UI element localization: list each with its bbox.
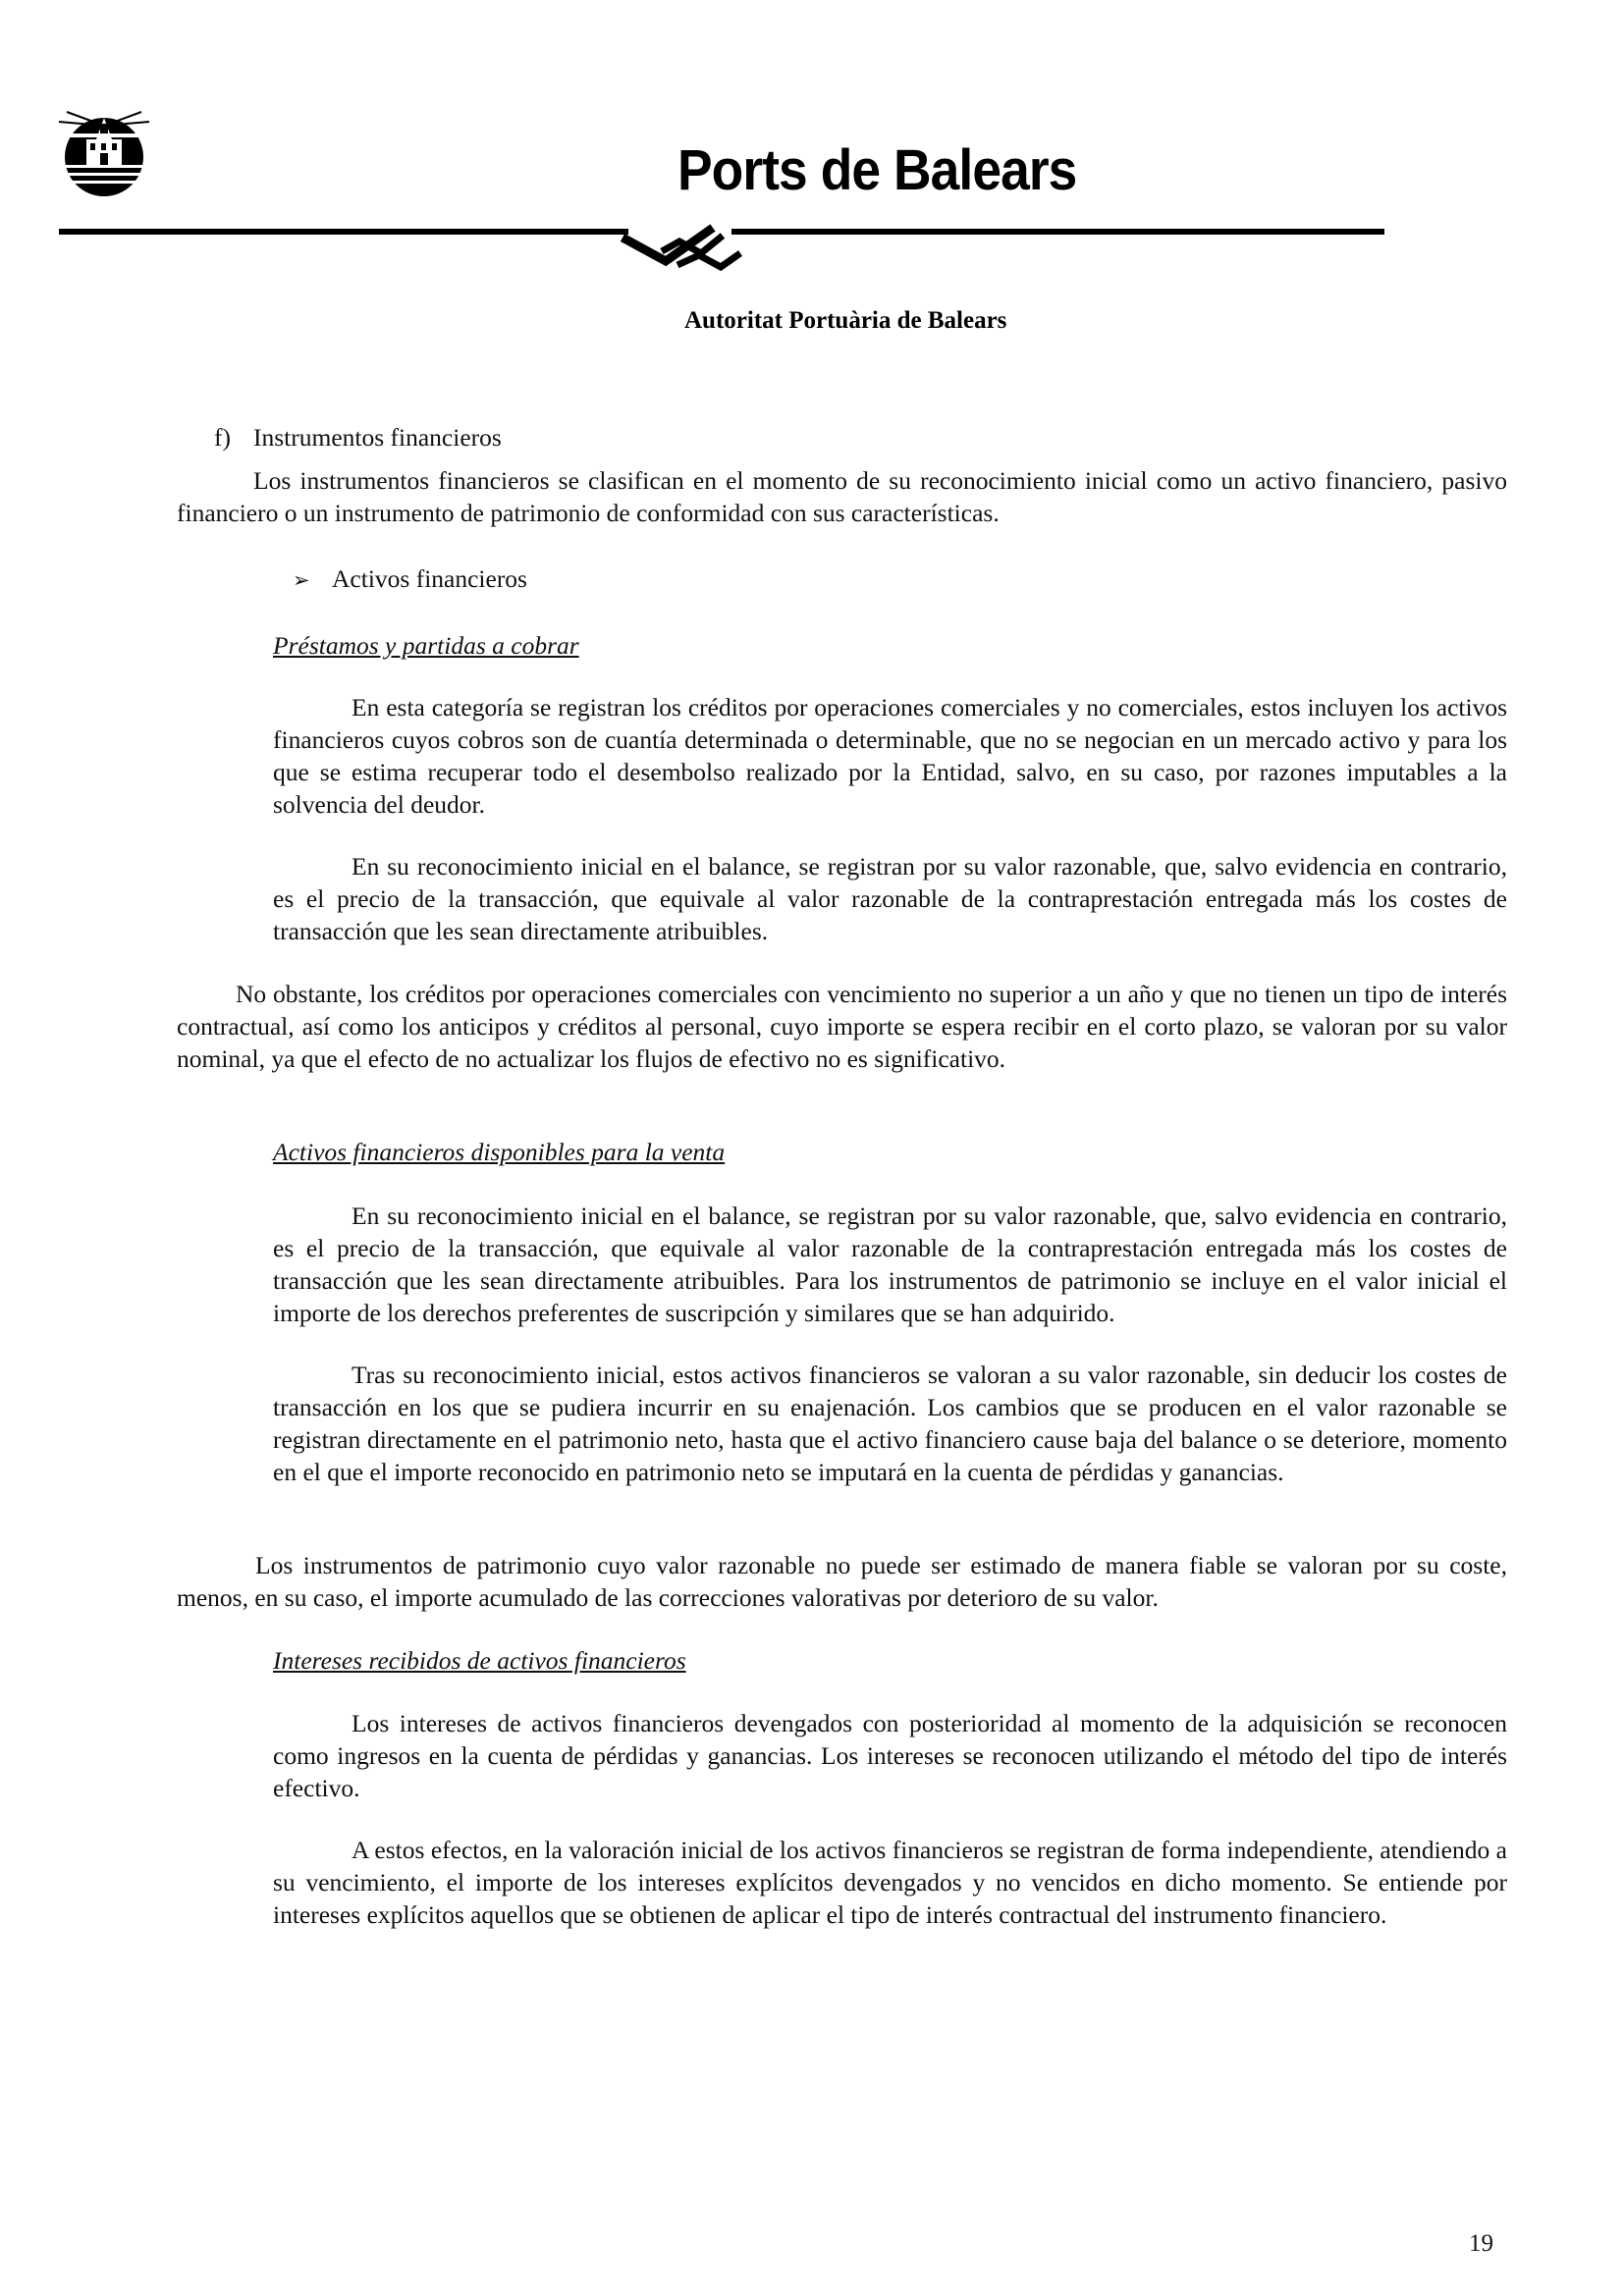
section-title: Instrumentos financieros	[253, 423, 502, 452]
bullet-label: Activos financieros	[332, 564, 527, 593]
paragraph: En esta categoría se registran los créditos por operaciones comerciales y no comerciales, estos incluyen los activos financieros cuyos cobros son de cuantía determinada o determinable, que no se negocian en un mercado activo y para los que se estima recuperar todo el desembolso realizado por la Entidad, salvo, en su caso, por razones imputables a la solvencia del deudor.	[273, 693, 1507, 819]
section-intro: Los instrumentos financieros se clasifican en el momento de su reconocimiento inicial como un activo financiero, pasivo financiero o un instrumento de patrimonio de conformidad con sus características.	[177, 466, 1507, 527]
paragraph: Los intereses de activos financieros devengados con posterioridad al momento de la adquisición se reconocen como ingresos en la cuenta de pérdidas y ganancias. Los intereses se reconocen utilizando el método del tipo de interés efectivo.	[273, 1709, 1507, 1802]
page-number: 19	[1469, 2230, 1493, 2257]
section-heading	[214, 423, 502, 453]
bullet-item	[293, 564, 527, 594]
lighthouse-emblem-icon	[57, 104, 151, 198]
subheading: Intereses recibidos de activos financieros	[273, 1646, 686, 1675]
paragraph: Tras su reconocimiento inicial, estos activos financieros se valoran a su valor razonable, sin deducir los costes de transacción en los que se pudiera incurrir en su enajenación. Los cambios que se producen en el valor razonable se registran directamente en el patrimonio neto, hasta que el activo financiero cause baja del balance o se deteriore, momento en el que el importe reconocido en patrimonio neto se imputará en la cuenta de pérdidas y ganancias.	[273, 1361, 1507, 1486]
brand-title: Ports de Balears	[677, 138, 1077, 202]
subheading: Préstamos y partidas a cobrar	[273, 631, 579, 660]
paragraph: A estos efectos, en la valoración inicial de los activos financieros se registran de forma independiente, atendiendo a su vencimiento, el importe de los intereses explícitos devengados y no vencidos en dicho momento. Se entiende por intereses explícitos aquellos que se obtienen de aplicar el tipo de interés contractual del instrumento financiero.	[273, 1836, 1507, 1929]
paragraph: Los instrumentos de patrimonio cuyo valor razonable no puede ser estimado de manera fiable se valoran por su coste, menos, en su caso, el importe acumulado de las correcciones valorativas por deterioro de su valor.	[177, 1551, 1507, 1612]
header-rule-left	[59, 229, 628, 235]
paragraph: En su reconocimiento inicial en el balance, se registran por su valor razonable, que, salvo evidencia en contrario, es el precio de la transacción, que equivale al valor razonable de la contraprestación entregada más los costes de transacción que les sean directamente atribuibles. Para los instrumentos de patrimonio se incluye en el valor inicial el importe de los derechos preferentes de suscripción y similares que se han adquirido.	[273, 1201, 1507, 1327]
paragraph: En su reconocimiento inicial en el balance, se registran por su valor razonable, que, salvo evidencia en contrario, es el precio de la transacción, que equivale al valor razonable de la contraprestación entregada más los costes de transacción que les sean directamente atribuibles.	[273, 852, 1507, 945]
header-rule-right	[731, 229, 1384, 235]
brand-subtitle: Autoritat Portuària de Balears	[684, 307, 1007, 334]
section-marker: f)	[214, 423, 231, 452]
paragraph: No obstante, los créditos por operaciones comerciales con vencimiento no superior a un año y que no tienen un tipo de interés contractual, así como los anticipos y créditos al personal, cuyo importe se espera recibir en el corto plazo, se valoran por su valor nominal, ya que el efecto de no actualizar los flujos de efectivo no es significativo.	[177, 980, 1507, 1073]
arrow-bullet-icon: ➢	[293, 568, 310, 592]
subheading: Activos financieros disponibles para la venta	[273, 1138, 726, 1166]
waves-emblem-icon	[619, 222, 746, 279]
